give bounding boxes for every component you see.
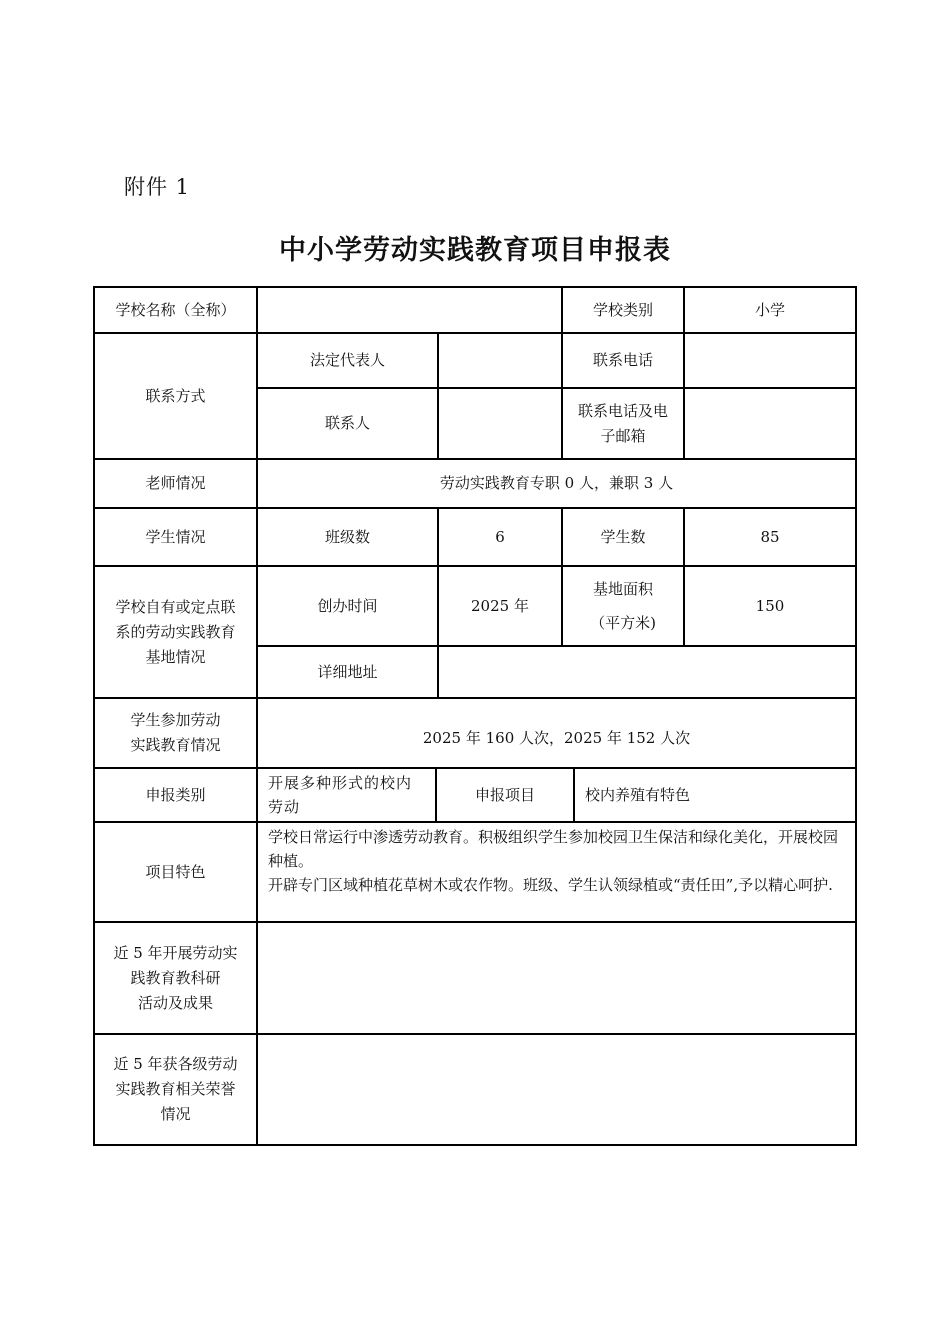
base-label: 学校自有或定点联 系的劳动实践教育 基地情况 <box>115 597 236 666</box>
research-label: 近 5 年开展劳动实 践教育教科研 活动及成果 <box>113 943 238 1012</box>
address-label: 详细地址 <box>317 662 378 681</box>
student-count-value[interactable]: 85 <box>760 527 780 546</box>
contact-person-label: 联系人 <box>324 414 370 432</box>
school-name-label: 学校名称（全称） <box>115 300 236 319</box>
table-line <box>93 1144 857 1146</box>
legal-rep-label: 法定代表人 <box>309 351 385 369</box>
honor-label: 近 5 年获各级劳动 实践教育相关荣誉 情况 <box>113 1055 238 1123</box>
honor-value[interactable] <box>258 1035 855 1144</box>
class-count-label: 班级数 <box>324 527 370 546</box>
area-label: 基地面积 （平方米) <box>590 580 656 632</box>
feature-label: 项目特色 <box>145 862 206 881</box>
category-label: 申报类别 <box>145 785 206 804</box>
school-name-value[interactable] <box>258 288 561 332</box>
school-type-value[interactable]: 小学 <box>754 300 785 319</box>
research-value[interactable] <box>258 923 855 1033</box>
attachment-label: 附件 1 <box>124 175 191 199</box>
phone-email-label: 联系电话及电 子邮箱 <box>577 401 668 445</box>
legal-rep-value[interactable] <box>439 334 561 387</box>
founded-label: 创办时间 <box>317 596 378 615</box>
category-value[interactable]: 开展多种形式的校内劳动 <box>268 774 413 816</box>
phone-label: 联系电话 <box>592 351 653 369</box>
class-count-value[interactable]: 6 <box>495 527 505 546</box>
project-label: 申报项目 <box>474 785 535 804</box>
project-value[interactable]: 校内养殖有特色 <box>585 785 691 804</box>
area-value[interactable]: 150 <box>755 596 785 615</box>
founded-value[interactable]: 2025 年 <box>471 596 529 615</box>
student-count-label: 学生数 <box>600 527 646 546</box>
teacher-value[interactable]: 劳动实践教育专职 0 人，兼职 3 人 <box>439 474 674 492</box>
contact-person-value[interactable] <box>439 389 561 458</box>
form-title: 中小学劳动实践教育项目申报表 <box>279 235 671 266</box>
phone-email-value[interactable] <box>685 389 855 458</box>
feature-value[interactable]: 学校日常运行中渗透劳动教育。积极组织学生参加校园卫生保洁和绿化美化，开展校园种植。 开辟专门区域种植花草树木或农作物。班级、学生认领绿植或“责任田”,予以精心呵护. <box>268 828 839 894</box>
student-label: 学生情况 <box>145 527 206 546</box>
school-type-label: 学校类别 <box>592 300 653 319</box>
teacher-label: 老师情况 <box>145 474 206 492</box>
participation-value[interactable]: 2025 年 160 人次，2025 年 152 人次 <box>422 728 691 747</box>
participation-label: 学生参加劳动 实践教育情况 <box>130 711 221 754</box>
table-line <box>855 286 857 1146</box>
contact-label: 联系方式 <box>145 386 206 405</box>
address-value[interactable] <box>439 647 855 697</box>
phone-value[interactable] <box>685 334 855 387</box>
